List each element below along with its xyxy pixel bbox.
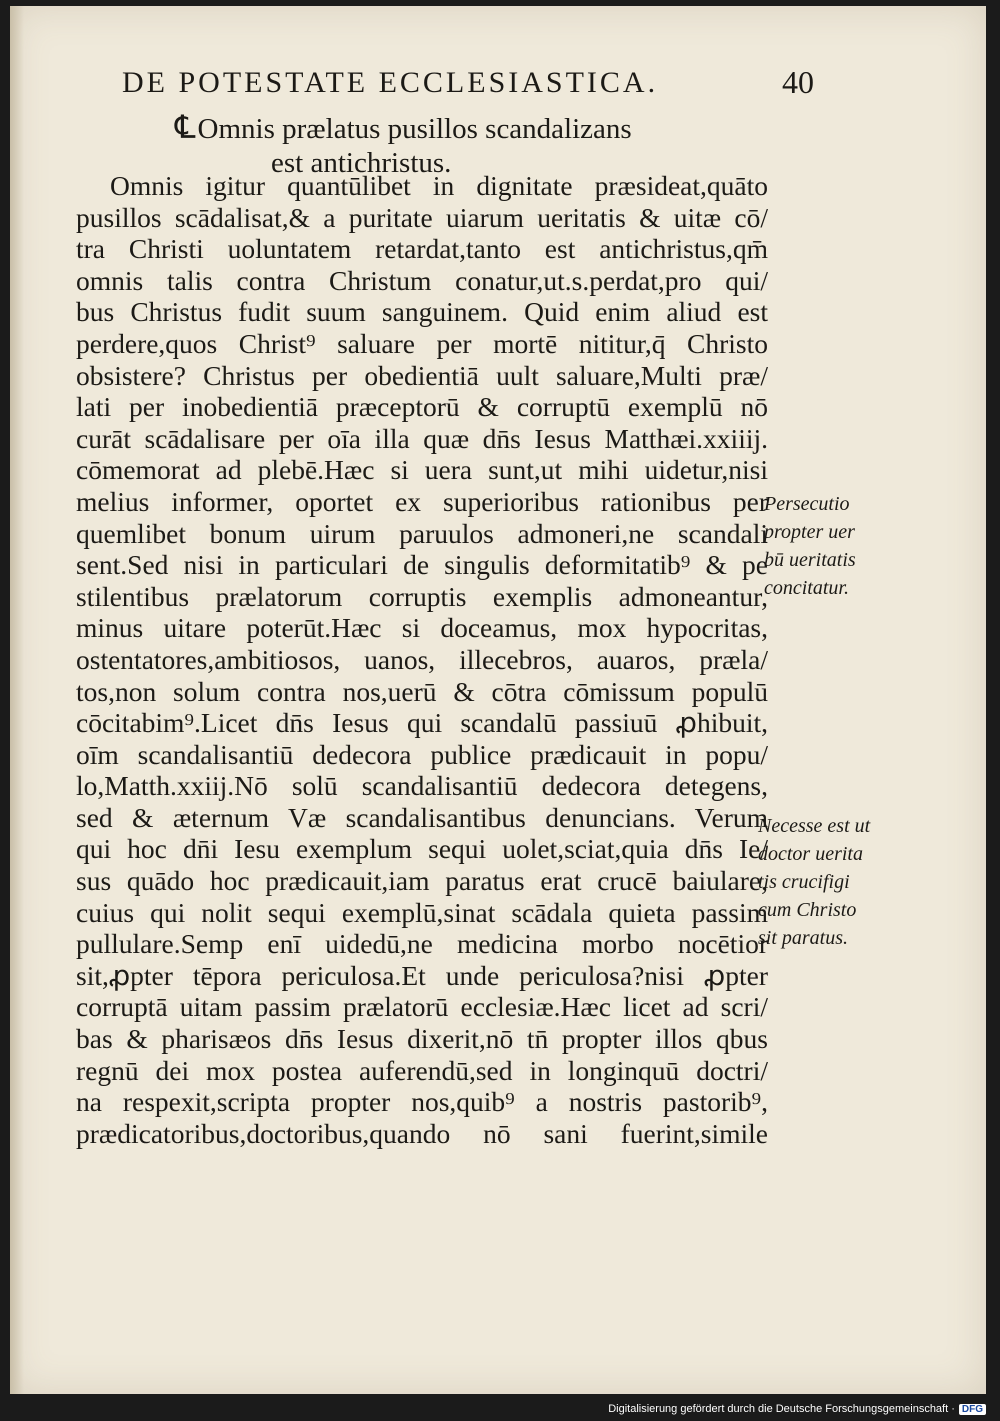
text-line: lo,Matth.xxiij.Nō solū scandalisantiū dedecora detegens,: [76, 770, 768, 802]
text-line: na respexit,scripta propter nos,quib⁹ a nostris pastorib⁹,: [76, 1086, 768, 1118]
text-line: pusillos scādalisat,& a puritate uiarum ueritatis & uitæ cō/: [76, 201, 768, 233]
text-line: regnū dei mox postea auferendū,sed in longinquū doctri/: [76, 1054, 768, 1086]
text-line: corruptā uitam passim prælatorū ecclesiæ.Hæc licet ad scri/: [76, 991, 768, 1023]
text-line: sent.Sed nisi in particulari de singulis deformitatib⁹ & pe: [76, 549, 768, 581]
text-line: perdere,quos Christ⁹ saluare per mortē nititur,q̄ Christo: [76, 327, 768, 359]
text-line: bus Christus fudit suum sanguinem. Quid enim aliud est: [76, 296, 768, 328]
heading-line-1: Omnis prælatus pusillos scandalizans: [197, 113, 632, 145]
book-page: [10, 6, 986, 1394]
page-gutter-shadow: [10, 6, 24, 1394]
marginal-note-line: bū ueritatis: [764, 549, 856, 571]
text-line: curāt scādalisare per oīa illa quæ dn̄s Iesus Matthæi.xxiiij.: [76, 422, 768, 454]
paragraph-mark-icon: ℄: [175, 109, 196, 145]
text-line: oīm scandalisantiū dedecora publice prædicauit in popu/: [76, 738, 768, 770]
text-line: tra Christi uoluntatem retardat,tanto est antichristus,qm̄: [76, 233, 768, 265]
text-line: pullulare.Semp enī uidedū,ne medicina morbo nocētior: [76, 928, 768, 960]
text-line: sus quādo hoc prædicauit,iam paratus erat crucē baiulare,: [76, 865, 768, 897]
text-line: qui hoc dn̄i Iesu exemplum sequi uolet,sciat,quia dn̄s Ie/: [76, 833, 768, 865]
text-line: prædicatoribus,doctoribus,quando nō sani fuerint,simile: [76, 1117, 768, 1149]
marginal-note-line: sit paratus.: [758, 927, 849, 949]
running-head: DE POTESTATE ECCLESIASTICA.: [122, 66, 659, 99]
text-line: bas & pharisæos dn̄s Iesus dixerit,nō tn̄ propter illos qbus: [76, 1023, 768, 1055]
text-line: obsistere? Christus per obedientiā uult saluare,Multi præ/: [76, 359, 768, 391]
marginal-note-line: Persecutio: [764, 493, 850, 515]
marginal-note-line: Necesse est ut: [758, 815, 871, 837]
marginal-note-line: tis crucifigi: [758, 871, 850, 893]
text-line: minus uitare poterūt.Hæc si doceamus, mox hypocritas,: [76, 612, 768, 644]
text-line: tos,non solum contra nos,uerū & cōtra cōmissum populū: [76, 675, 768, 707]
text-line: cōmemorat ad plebē.Hæc si uera sunt,ut mihi uidetur,nisi: [76, 454, 768, 486]
text-line: lati per inobedientiā præceptorū & corruptū exemplū nō: [76, 391, 768, 423]
text-line: ostentatores,ambitiosos, uanos, illecebros, auaros, præla/: [76, 643, 768, 675]
text-line: cuius qui nolit sequi exemplū,sinat scādala quieta passim: [76, 896, 768, 928]
text-line: sed & æternum Væ scandalisantibus denuncians. Verum: [76, 801, 768, 833]
marginal-note: [764, 490, 894, 602]
text-line: omnis talis contra Christum conatur,ut.s.perdat,pro qui/: [76, 264, 768, 296]
marginal-note-line: doctor uerita: [758, 843, 863, 865]
marginal-note: [758, 812, 888, 952]
page-number: 40: [782, 64, 814, 100]
text-line: stilentibus prælatorum corruptis exemplis admoneantur,: [76, 580, 768, 612]
text-line: Omnis igitur quantūlibet in dignitate præsideat,quāto: [110, 170, 768, 201]
text-line: melius informer, oportet ex superioribus rationibus per: [76, 485, 768, 517]
heading-line-2: est antichristus.: [271, 147, 452, 179]
marginal-note-line: concitatur.: [764, 577, 849, 599]
text-line: quemlibet bonum uirum paruulos admoneri,ne scandali: [76, 517, 768, 549]
body-text: [76, 170, 768, 1149]
digitization-credit: [608, 1403, 986, 1415]
dfg-logo: DFG: [959, 1404, 986, 1415]
text-line: cōcitabim⁹.Licet dn̄s Iesus qui scandalū passiuū ꝓhibuit,: [76, 707, 768, 739]
marginal-note-line: cum Christo: [758, 899, 857, 921]
text-line: sit,ꝓpter tēpora periculosa.Et unde periculosa?nisi ꝓpter: [76, 959, 768, 991]
credit-text: Digitalisierung gefördert durch die Deutsche Forschungsgemeinschaft ·: [608, 1403, 955, 1415]
marginal-note-line: propter uer: [764, 521, 855, 543]
